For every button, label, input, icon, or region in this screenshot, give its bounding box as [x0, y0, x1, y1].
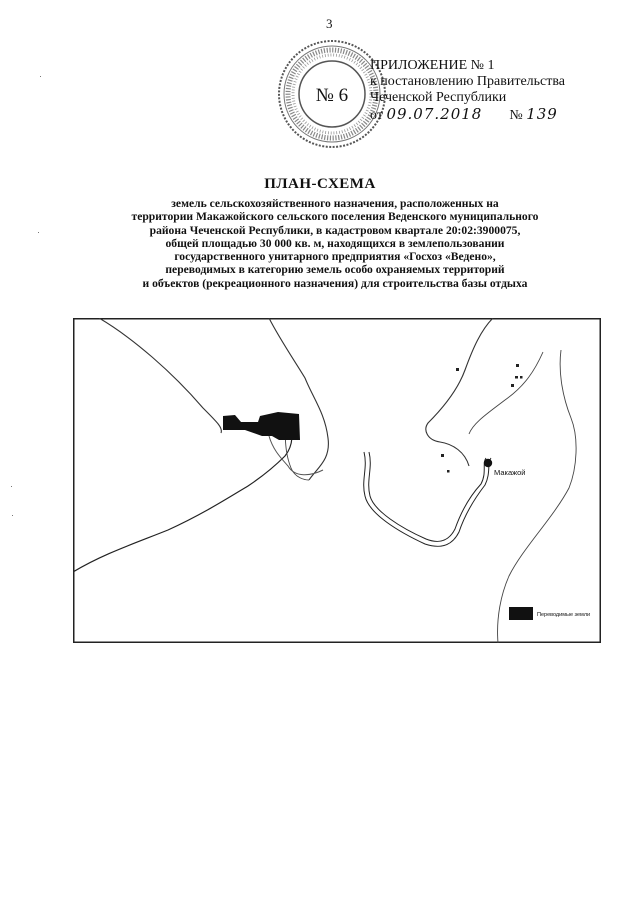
description-line: района Чеченской Республики, в кадастровом квартале 20:02:3900075,	[149, 223, 521, 237]
page-number: 3	[326, 16, 333, 31]
map-road-a	[269, 436, 323, 475]
scan-speck	[12, 515, 13, 516]
decree-number: 139	[526, 105, 558, 123]
map-stream-right	[498, 350, 577, 643]
house-mark	[515, 376, 518, 379]
description-line: земель сельскохозяйственного назначения, расположенных на	[171, 197, 499, 210]
appendix-republic-line: Чеченской Республики	[370, 90, 507, 105]
house-mark	[456, 368, 459, 371]
map-ridge-line-right	[426, 318, 493, 466]
scan-speck	[40, 76, 41, 77]
description-line: и объектов (рекреационного назначения) для строительства базы отдыха	[142, 276, 528, 290]
scan-speck	[38, 232, 39, 233]
house-mark	[520, 376, 523, 379]
number-prefix: №	[509, 108, 523, 123]
scan-speck	[11, 486, 12, 487]
house-mark	[511, 384, 514, 387]
description-line: территории Макажойского сельского поселения Веденского муниципального	[131, 210, 539, 224]
document-description	[70, 197, 600, 290]
map-ridge-line-top	[269, 318, 328, 480]
appendix-decree-line: к постановлению Правительства	[370, 74, 566, 89]
map-stream-right-2	[469, 352, 543, 434]
appendix-date-line	[370, 106, 630, 124]
house-mark	[441, 454, 444, 457]
map-frame	[74, 319, 601, 643]
map-ridge-line-left	[99, 318, 221, 433]
description-line: переводимых в категорию земель особо охраняемых территорий	[165, 263, 505, 277]
date-prefix: от	[370, 108, 383, 123]
description-line: общей площадью 30 000 кв. м, находящихся в землепользовании	[165, 236, 505, 250]
document-title: ПЛАН-СХЕМА	[264, 176, 376, 192]
settlement-label: Макажой	[494, 468, 526, 477]
description-line: государственного унитарного предприятия «Госхоз «Ведено»,	[174, 250, 496, 264]
settlement-dot	[484, 459, 492, 467]
legend-label: Переводимые земли	[537, 612, 591, 618]
house-mark	[447, 470, 450, 473]
legend-swatch	[509, 607, 533, 620]
decree-date: 09.07.2018	[386, 105, 483, 123]
land-plot	[223, 412, 300, 440]
seal-number: № 6	[315, 85, 349, 106]
appendix-block	[370, 58, 630, 124]
house-mark	[516, 364, 519, 367]
map-road-double-1	[364, 452, 491, 546]
site-map	[73, 318, 601, 643]
map-river	[73, 420, 292, 572]
appendix-title: ПРИЛОЖЕНИЕ № 1	[370, 58, 495, 73]
